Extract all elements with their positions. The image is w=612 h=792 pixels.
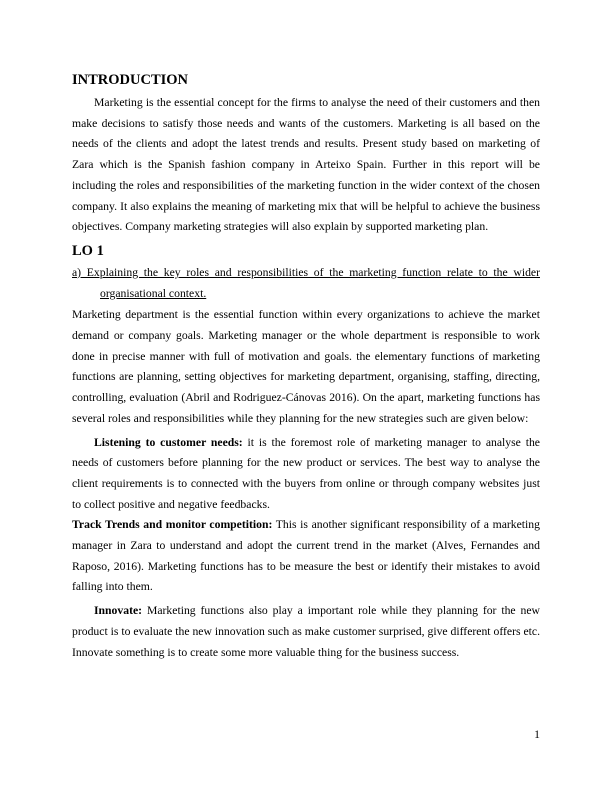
introduction-heading: INTRODUCTION <box>72 72 189 88</box>
innovate-paragraph <box>72 601 540 663</box>
listening-customer-needs-title: Listening to customer needs: <box>94 435 243 449</box>
track-trends-title: Track Trends and monitor competition: <box>72 518 273 532</box>
innovate-text: Marketing functions also play a important role while they planning for the new product is to evaluate the new innovation such as make customer surprised, give different offers etc. Innovate something is to create some more valuable thing for the business success. <box>72 604 540 659</box>
marketing-department-paragraph: Marketing department is the essential function within every organizations to achieve the market demand or company goals. Marketing manager or the whole department is responsible to work done in precise manner with full of motivation and goals. the elementary functions of marketing functions are planning, setting objectives for marketing department, organising, staffing, directing, controlling, evaluation (Abril and Rodriguez-Cánovas 2016). On the apart, marketing functions has several roles and responsibilities while they planning for the new strategies such are given below: <box>72 308 540 425</box>
listening-customer-needs-text: it is the foremost role of marketing manager to analyse the needs of customers before planning for the new product or services. The best way to analyse the client requirements is to connected with the buyers from online or through company websites just to collect positive and negative feedbacks. <box>72 435 540 511</box>
listening-customer-needs-paragraph <box>72 433 540 516</box>
page-number: 1 <box>534 728 540 741</box>
introduction-paragraph: Marketing is the essential concept for the firms to analyse the need of their customers and then make decisions to satisfy those needs and wants of the customers. Marketing is all based on the needs of the clients and adopt the latest trends and results. Present study based on marketing of Zara which is the Spanish fashion company in Arteixo Spain. Further in this report will be including the roles and responsibilities of the marketing function in the wider context of the chosen company. It also explains the meaning of marketing mix that will be helpful to achieve the business objectives. Company marketing strategies will also explain by supported marketing plan. <box>72 96 540 234</box>
document-page <box>72 70 540 663</box>
track-trends-paragraph <box>72 515 540 598</box>
lo1-subheading: a) Explaining the key roles and responsibilities of the marketing function relate to the wider organisational context. <box>72 265 540 300</box>
lo1-heading: LO 1 <box>72 242 104 259</box>
innovate-title: Innovate: <box>94 604 143 618</box>
track-trends-text: This is another significant responsibility of a marketing manager in Zara to understand and adopt the current trend in the market (Alves, Fernandes and Raposo, 2016). Marketing functions has to be measure the best or identify their mistakes to avoid falling into them. <box>72 518 540 594</box>
